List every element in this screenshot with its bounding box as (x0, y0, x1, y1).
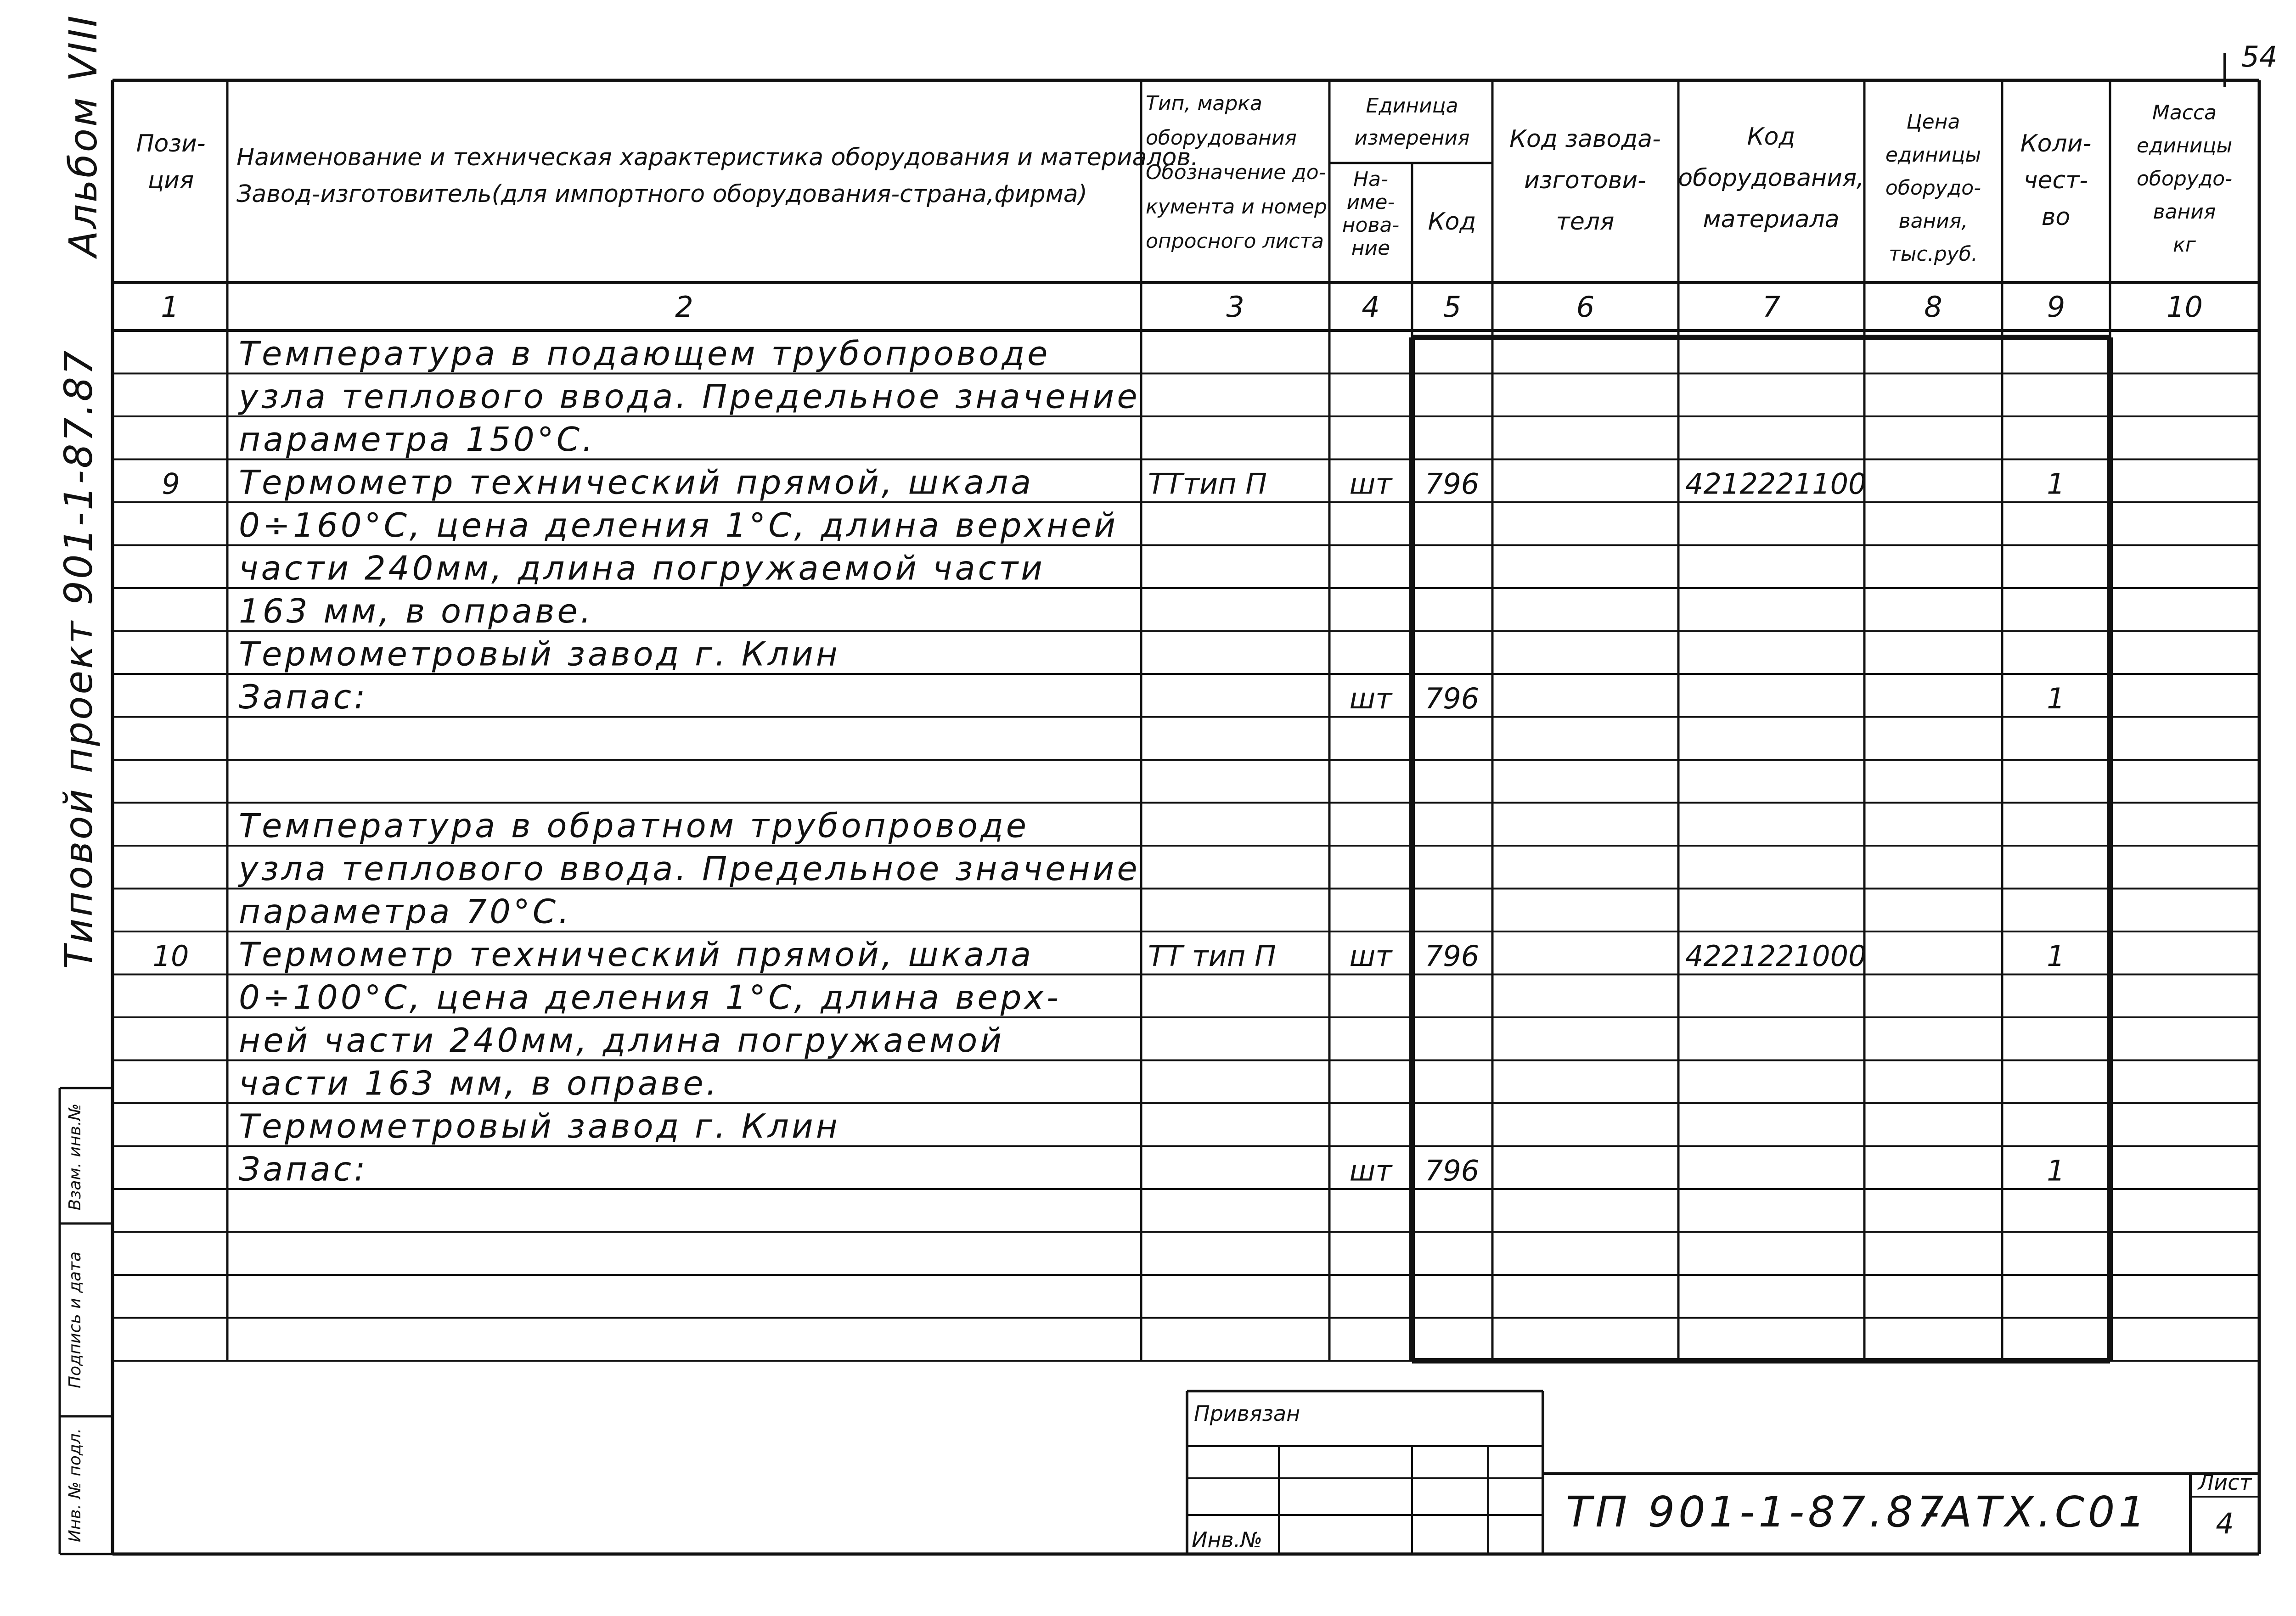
header-type: оборудования (1146, 126, 1297, 150)
header-price: тыс.руб. (1889, 242, 1978, 266)
row-name: 0÷100°С, цена деления 1°С, длина верх- (239, 978, 1062, 1017)
header-plant-code: теля (1556, 208, 1615, 236)
header-position: Пози- (136, 130, 206, 157)
row-unit-code: 796 (1424, 682, 1480, 715)
row-name: части 163 мм, в оправе. (239, 1064, 720, 1103)
row-name: Термометр технический прямой, шкала (239, 463, 1034, 502)
header-mass: Масса (2152, 101, 2217, 124)
page-number: 54 (2241, 40, 2278, 73)
table-texts (56, 14, 2277, 1552)
row-name: узла теплового ввода. Предельное значение (239, 849, 1140, 888)
side-label-inv: Инв. № подл. (66, 1428, 84, 1543)
drawing-designation: ТП 901-1-87.87 (1566, 1487, 1947, 1537)
row-name: 0÷160°С, цена деления 1°С, длина верхней (239, 506, 1119, 544)
row-unit: шт (1349, 682, 1392, 715)
column-number: 5 (1443, 290, 1462, 324)
header-unit: Единица (1366, 94, 1458, 118)
header-quantity: Коли- (2020, 130, 2092, 157)
header-name: Наименование и техническая характеристика оборудования и материалов. (236, 144, 1199, 171)
row-unit: шт (1349, 1154, 1392, 1188)
row-position: 9 (162, 467, 180, 501)
header-unit-name: име- (1346, 191, 1395, 214)
header-name: Завод-изготовитель(для импортного оборудования-страна,фирма) (236, 180, 1087, 208)
header-type: опросного листа (1146, 230, 1324, 253)
row-name: Запас: (239, 1150, 368, 1189)
row-equipment-code: 4212221100 (1685, 467, 1867, 501)
row-name: узла теплового ввода. Предельное значение (239, 377, 1140, 416)
column-number: 1 (161, 290, 179, 324)
row-quantity: 1 (2047, 1154, 2065, 1188)
row-name: Термометр технический прямой, шкала (239, 935, 1034, 974)
header-unit: измерения (1354, 126, 1470, 150)
row-type: ТТ тип П (1148, 939, 1276, 973)
header-unit-code: Код (1428, 208, 1476, 236)
row-unit-code: 796 (1424, 467, 1480, 501)
header-mass: единицы (2136, 134, 2233, 157)
header-quantity: во (2041, 203, 2071, 231)
header-equipment-code: материала (1703, 206, 1840, 233)
header-unit-name: На- (1353, 168, 1388, 191)
header-mass: оборудо- (2136, 167, 2233, 191)
header-type: Тип, марка (1146, 92, 1262, 115)
row-unit-code: 796 (1424, 1154, 1480, 1188)
table-grid (60, 53, 2259, 1554)
header-quantity: чест- (2023, 167, 2088, 194)
header-equipment-code: оборудования, (1678, 164, 1864, 192)
header-type: кумента и номер (1146, 195, 1327, 219)
column-number: 9 (2047, 290, 2065, 324)
row-position: 10 (152, 939, 189, 973)
stamp-inv-label: Инв.№ (1192, 1527, 1263, 1552)
header-position: ция (147, 167, 194, 194)
column-number: 7 (1762, 290, 1781, 324)
row-name: параметра 150°С. (239, 420, 596, 459)
row-name: Термометровый завод г. Клин (239, 1107, 840, 1145)
header-mass: кг (2173, 233, 2196, 257)
header-mass: вания (2153, 200, 2216, 224)
row-name: Температура в подающем трубопроводе (239, 334, 1051, 373)
side-label-podpis: Подпись и дата (66, 1251, 84, 1389)
header-type: Обозначение до- (1146, 161, 1326, 184)
row-name: 163 мм, в оправе. (239, 592, 594, 630)
row-unit: шт (1349, 467, 1392, 501)
header-plant-code: Код завода- (1509, 125, 1661, 153)
row-quantity: 1 (2047, 467, 2065, 501)
column-number: 8 (1924, 290, 1942, 324)
row-quantity: 1 (2047, 939, 2065, 973)
stamp-attached-label: Привязан (1194, 1401, 1300, 1426)
header-unit-name: ние (1351, 236, 1390, 260)
header-price: вания, (1898, 209, 1968, 233)
drawing-code: -АТХ.С01 (1924, 1487, 2149, 1537)
row-name: ней части 240мм, длина погружаемой (239, 1021, 1005, 1060)
row-name: Запас: (239, 678, 368, 716)
row-name: части 240мм, длина погружаемой части (239, 549, 1045, 588)
row-unit: шт (1349, 939, 1392, 973)
row-name: параметра 70°С. (239, 892, 572, 931)
column-number: 2 (675, 290, 693, 324)
row-type: ТТтип П (1148, 467, 1267, 501)
row-equipment-code: 4221221000 (1685, 939, 1867, 973)
row-unit-code: 796 (1424, 939, 1480, 973)
column-number: 6 (1576, 290, 1595, 324)
header-price: Цена (1906, 110, 1960, 134)
project-label: Типовой проект 901-1-87.87 (56, 348, 101, 969)
header-price: оборудо- (1885, 176, 1981, 200)
column-number: 4 (1362, 290, 1380, 324)
header-plant-code: изготови- (1524, 167, 1646, 194)
sheet-number: 4 (2216, 1507, 2234, 1540)
album-label: Альбом VIII (61, 14, 106, 257)
row-quantity: 1 (2047, 682, 2065, 715)
side-label-vzam: Взам. инв.№ (66, 1103, 84, 1211)
column-number: 10 (2167, 290, 2203, 324)
column-number: 3 (1226, 290, 1244, 324)
row-name: Температура в обратном трубопроводе (239, 806, 1030, 845)
sheet-label: Лист (2198, 1470, 2252, 1495)
row-name: Термометровый завод г. Клин (239, 634, 840, 673)
header-equipment-code: Код (1747, 123, 1795, 151)
header-price: единицы (1885, 143, 1981, 167)
header-unit-name: нова- (1342, 213, 1400, 237)
